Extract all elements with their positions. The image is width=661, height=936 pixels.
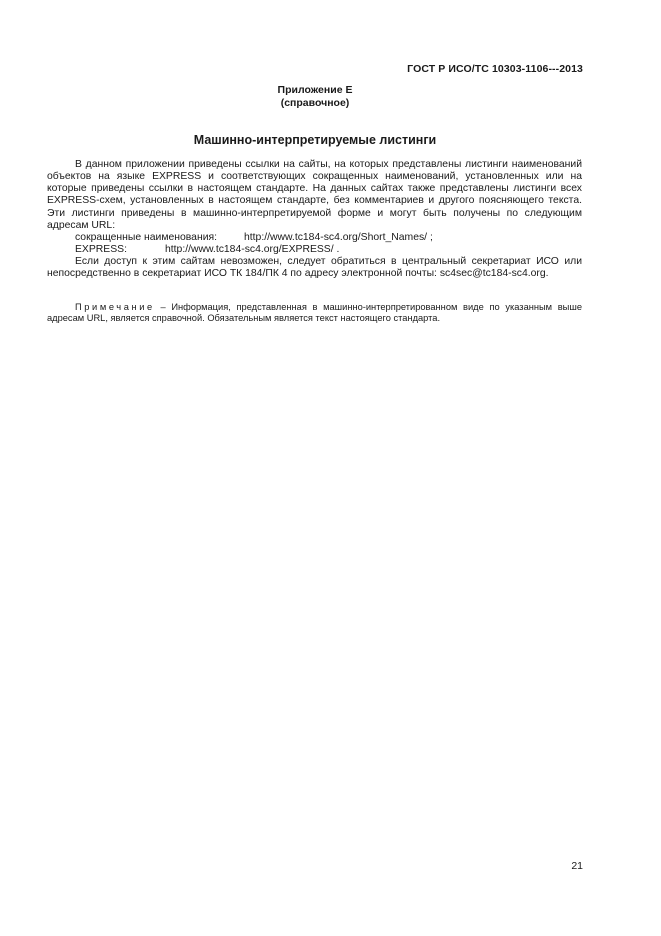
url-label: сокращенные наименования: xyxy=(75,231,218,243)
note-block xyxy=(47,302,582,325)
url-line-express xyxy=(47,244,582,256)
appendix-subtitle: (справочное) xyxy=(280,96,350,109)
note-label: Примечание xyxy=(75,302,155,312)
section-title: Машинно-интерпретируемые листинги xyxy=(193,133,437,147)
appendix-title: Приложение Е xyxy=(277,84,353,96)
document-code: ГОСТ Р ИСО/ТС 10303-1106---2013 xyxy=(407,63,583,75)
url-link[interactable]: http://www.tc184-sc4.org/Short_Names/ ; xyxy=(244,231,433,243)
contact-paragraph: Если доступ к этим сайтам невозможен, следует обратиться в центральный секретариат ИСО или непосредственно в секретариат ИСО ТК 184/ПК 4 по адресу электронной почты: sc4sec@tc184-sc4.org. xyxy=(47,256,582,280)
url-label: EXPRESS: xyxy=(75,244,127,256)
url-link[interactable]: http://www.tc184-sc4.org/EXPRESS/ . xyxy=(165,244,340,256)
appendix-heading xyxy=(0,84,630,109)
note-text: – Информация, представленная в машинно-интерпретированном виде по указанным выше адресам URL, является справочной. Обязательным является текст настоящего стандарта. xyxy=(47,302,582,324)
intro-paragraph: В данном приложении приведены ссылки на сайты, на которых представлены листинги наименований объектов на языке EXPRESS и соответствующих сокращенных наименований, установленных или на которые приведены ссылки в настоящем стандарте. На данных сайтах также представлены листинги всех EXPRESS-схем, установленных в настоящем стандарте, без комментариев и другого поясняющего текста. Эти листинги приведены в машинно-интерпретируемой форме и могут быть получены по следующим адресам URL: xyxy=(47,159,582,231)
url-line-short-names xyxy=(47,232,582,244)
body-text xyxy=(47,159,582,281)
page-number: 21 xyxy=(571,860,583,872)
note-paragraph xyxy=(47,302,582,325)
